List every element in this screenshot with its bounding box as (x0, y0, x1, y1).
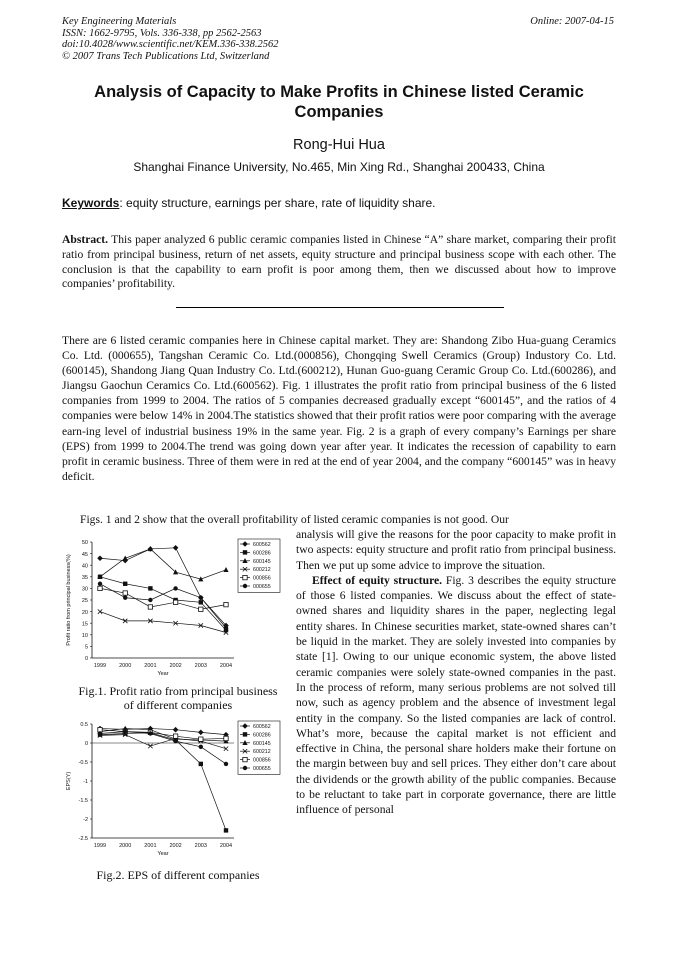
y-tick-label: 10 (81, 633, 88, 639)
data-point (224, 626, 228, 630)
body-paragraph-1: There are 6 listed ceramic companies here in Chinese capital market. They are: Shandong Zibo Hua-guang Ceramics Co. Ltd. (000655), Tangshan Ceramic Co. Ltd.(000856), Chongqing Swell Ceramics (Group) Industory Co. Ltd.(600145), Shandong Jiang Quan Industry Co. Ltd.(600212), Hunan Guo-guang Ceramic Group Co. Ltd.(600286), and Jiangsu Gaochun Ceramics Co. Ltd.(600562). Fig. 1 illustrates the profit ratio from principal business of the 6 listed companies from 1999 to 2004. The ratios of 5 companies decreased gradually except “600145”, and the ratios of 4 companies were below 14% in 2004.The statistics showed that their profit ratios were poor comparing with the average earn-ing level of industrial business 19% in the same year. Fig. 2 is a graph of every company’s Earnings per share (EPS) from 1999 to 2004.The trend was going down year after year. It indicates the recession of capability to earn profit in ceramic business. Three of them were in red at the end of year 2004, and the company “600145” was in heavy deficit. (62, 334, 616, 483)
y-tick-label: 0.5 (80, 722, 88, 729)
paper-title: Analysis of Capacity to Make Profits in Chinese listed Ceramic Companies (94, 83, 584, 121)
keywords-label: Keywords (62, 196, 120, 210)
x-tick-label: 2002 (169, 843, 182, 849)
keywords (62, 196, 616, 210)
data-point (224, 762, 228, 766)
y-axis-label: Profit ratio from principal business(%) (66, 554, 72, 646)
series-line (100, 588, 226, 609)
right-column-text (296, 527, 616, 818)
abstract (62, 233, 616, 292)
series-line (100, 735, 226, 749)
x-tick-label: 1999 (93, 663, 107, 669)
legend-marker (243, 757, 247, 761)
legend-label: 600286 (253, 550, 271, 557)
data-point (224, 736, 228, 740)
legend-label: 000856 (253, 575, 271, 582)
doi-line: doi:10.4028/www.scientific.net/KEM.336-338.2562 (62, 39, 279, 50)
data-point (224, 747, 228, 751)
data-point (98, 586, 102, 590)
y-tick-label: 45 (81, 551, 88, 558)
x-tick-label: 2003 (194, 843, 207, 849)
data-point (198, 730, 204, 736)
data-point (98, 609, 102, 613)
journal-name: Key Engineering Materials (62, 16, 177, 27)
figure-1-chart (62, 536, 292, 686)
x-tick-label: 2000 (119, 663, 132, 669)
legend-marker (243, 732, 247, 736)
data-point (199, 595, 203, 599)
series-line (100, 549, 226, 579)
x-tick-label: 2001 (144, 843, 157, 849)
data-point (199, 600, 203, 604)
legend-label: 000655 (253, 766, 271, 772)
series-600286 (98, 731, 228, 833)
series-000655 (98, 582, 228, 630)
data-point (173, 586, 177, 590)
figure-2-caption: Fig.2. EPS of different companies (96, 868, 260, 882)
data-point (123, 591, 127, 595)
series-line (100, 548, 226, 626)
x-tick-label: 2002 (169, 663, 182, 669)
x-tick-label: 2003 (194, 663, 207, 669)
y-tick-label: -0.5 (78, 760, 88, 767)
abstract-text: This paper analyzed 6 public ceramic companies listed in Chinese “A” share market, comparing their profit ratio from principal business, return of net assets, equity structure and principal business scope with each other. The conclusion is that the capability to earn profit is poor among them, then we discussed about how to improve companies’ profitability. (62, 233, 616, 291)
data-point (98, 728, 102, 732)
data-point (148, 731, 152, 735)
y-tick-label: 40 (81, 563, 88, 570)
x-axis-label: Year (157, 851, 169, 857)
y-tick-label: 15 (81, 621, 88, 628)
issn-line: ISSN: 1662-9795, Vols. 336-338, pp 2562-2563 (62, 27, 262, 39)
abstract-label: Abstract. (62, 233, 109, 246)
data-point (199, 762, 203, 766)
y-tick-label: 20 (81, 609, 88, 616)
series-line (100, 612, 226, 633)
legend-label: 600212 (253, 567, 271, 574)
y-tick-label: 30 (81, 586, 88, 593)
affiliation: Shanghai Finance University, No.465, Min Xing Rd., Shanghai 200433, China (133, 160, 545, 174)
legend-marker (243, 550, 247, 554)
section-divider (176, 307, 504, 308)
y-axis-label: EPS(Y) (66, 771, 72, 791)
data-point (199, 745, 203, 749)
y-tick-label: 0 (84, 656, 88, 663)
series-600212 (98, 609, 228, 634)
legend-label: 600145 (253, 558, 271, 565)
data-point (224, 602, 228, 606)
x-tick-label: 2001 (144, 663, 157, 669)
data-point (148, 744, 152, 748)
y-tick-label: -1.5 (78, 798, 88, 805)
series-600562 (97, 545, 229, 628)
section-text: Fig. 3 describes the equity structure of those 6 listed companies. We discuss about the effect of state-owned shares and liquidity shares in the paper, neglecting legal entity shares. In Chinese securities market, state-owned shares can’t be liquid in the market. They are solely invested into companies by state [1]. Owing to our unique economic system, the above listed ceramic companies were solely state-owned companies in the past. In the process of reform, many serious problems are not solved till now, such as agency problem and the absence of investment legal entity in the company. So the listed companies are lack of control. What’s more, because the capital market is not efficient and effective in China, the personal share holders make their fortune on the margin between buy and sell prices. They either don’t care about the dividends or the growth ability of the public companies. Because to be reluctant to take part in corporate governance, there are little influence of personal (296, 573, 616, 817)
legend-label: 600212 (253, 749, 271, 756)
online-date: Online: 2007-04-15 (530, 16, 614, 27)
y-tick-label: -2.5 (78, 836, 88, 843)
x-tick-label: 2000 (119, 843, 132, 849)
legend-label: 600562 (253, 724, 271, 730)
legend-marker (243, 584, 247, 588)
data-point (123, 729, 127, 733)
data-point (98, 582, 102, 586)
data-point (123, 595, 127, 599)
data-point (148, 605, 152, 609)
keywords-text: : equity structure, earnings per share, rate of liquidity share. (119, 196, 436, 210)
y-tick-label: 50 (81, 540, 88, 547)
legend-label: 600562 (253, 542, 271, 548)
body-paragraph-3 (296, 573, 616, 818)
y-tick-label: 35 (81, 575, 88, 581)
legend-marker (243, 575, 247, 579)
data-point (173, 734, 177, 738)
figure-2-chart (62, 718, 292, 866)
x-axis-label: Year (157, 671, 169, 677)
x-tick-label: 2004 (219, 663, 233, 669)
data-point (199, 607, 203, 611)
data-point (148, 586, 152, 590)
series-600145 (97, 546, 228, 581)
legend-label: 000655 (253, 584, 271, 590)
legend-label: 600286 (253, 732, 271, 739)
series-600562 (97, 726, 229, 738)
data-point (123, 582, 127, 586)
series-line (100, 733, 226, 831)
series-line (100, 730, 226, 740)
series-line (100, 584, 226, 628)
y-tick-label: 25 (81, 598, 88, 605)
body-paragraph-2-cont: analysis will give the reasons for the poor capacity to make profit in two aspects: equity structure and profit ratio from principal business. Then we put up some advice to improve the situation. (296, 528, 616, 572)
y-tick-label: 0 (84, 741, 88, 748)
legend-label: 000856 (253, 757, 271, 764)
legend-label: 600145 (253, 740, 271, 747)
x-tick-label: 2004 (219, 843, 233, 849)
data-point (173, 727, 179, 733)
data-point (173, 739, 177, 743)
series-600212 (98, 732, 228, 750)
data-point (223, 567, 228, 572)
data-point (98, 731, 102, 735)
x-tick-label: 1999 (93, 843, 107, 849)
legend-marker (243, 766, 247, 770)
y-tick-label: -1 (83, 779, 88, 786)
author-name: Rong-Hui Hua (293, 137, 385, 153)
y-tick-label: -2 (83, 817, 88, 824)
journal-header (62, 16, 279, 62)
data-point (148, 598, 152, 602)
body-paragraph-2: Figs. 1 and 2 show that the overall profitability of listed ceramic companies is not good. Our (80, 513, 509, 526)
figure-1-caption: Fig.1. Profit ratio from principal business of different companies (78, 684, 278, 712)
data-point (199, 737, 203, 741)
series-000856 (98, 586, 228, 611)
data-point (97, 555, 103, 561)
data-point (173, 600, 177, 604)
section-heading: Effect of equity structure. (312, 573, 443, 587)
series-600286 (98, 575, 228, 633)
data-point (224, 828, 228, 832)
y-tick-label: 5 (84, 644, 88, 651)
copyright-line: © 2007 Trans Tech Publications Ltd, Switzerland (62, 50, 270, 62)
data-point (173, 545, 179, 551)
